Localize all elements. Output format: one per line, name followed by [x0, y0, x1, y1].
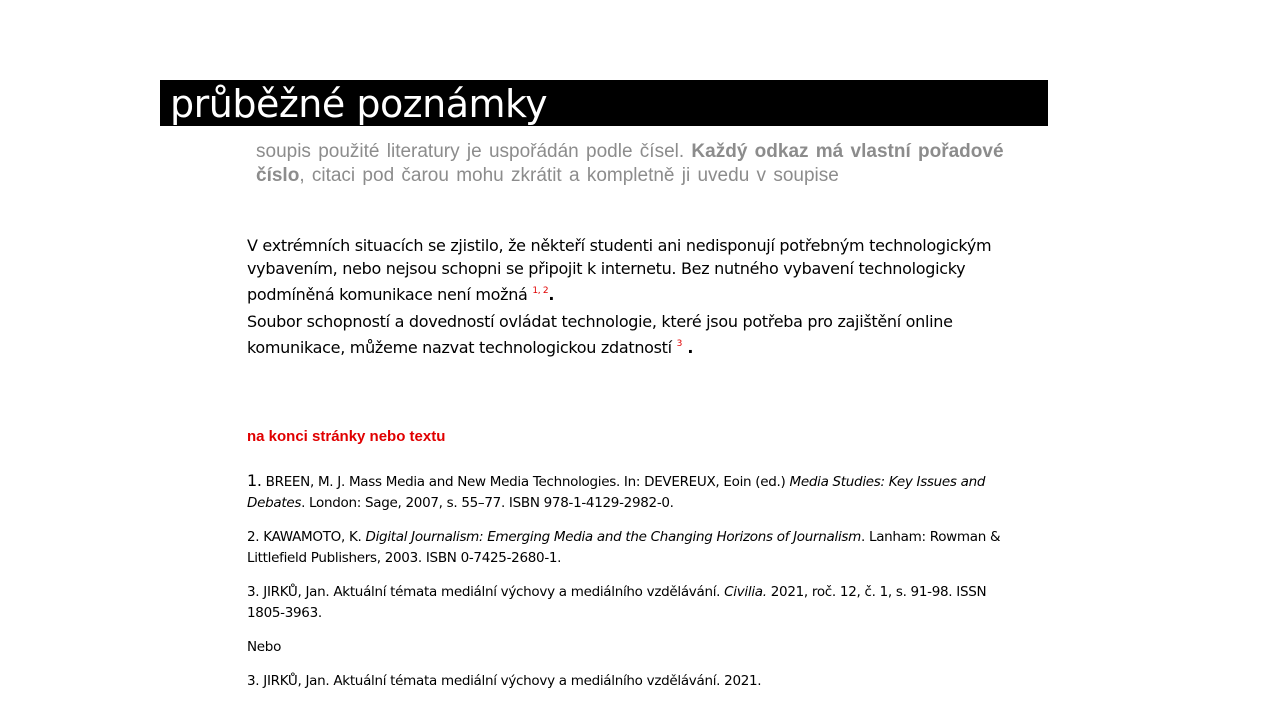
reference-3-text-b: 2021, roč. 12, č. 1, s. 91-98. ISSN 1805-3963. [247, 584, 987, 621]
or-label: Nebo [247, 639, 282, 655]
reference-3-text-a: 3. JIRKŮ, Jan. Aktuální témata mediální výchovy a mediálního vzdělávání. [247, 584, 725, 600]
subtitle [256, 140, 1016, 188]
reference-1-text-a: BREEN, M. J. Mass Media and New Media Technologies. In: DEVEREUX, Eoin (ed.) [261, 474, 790, 490]
paragraph-2-text: Soubor schopností a dovedností ovládat technologie, které jsou potřeba pro zajištění online komunikace, můžeme nazvat technologickou zdatností [247, 312, 953, 357]
reference-2-text-b: . Lanham: Rowman & Littlefield Publishers, 2003. ISBN 0-7425-2680-1. [247, 529, 1001, 566]
slide-title: průběžné poznámky [170, 82, 548, 126]
paragraph-1-text: V extrémních situacích se zjistilo, že někteří studenti ani nedisponují potřebným technologickým vybavením, nebo nejsou schopni se připojit k internetu. Bez nutného vybavení technologicky podmíněná komunikace není možná [247, 236, 992, 304]
red-heading: na konci stránky nebo textu [247, 428, 446, 445]
reference-3-italic: Civilia. [724, 584, 767, 600]
reference-1-italic: Media Studies: Key Issues and Debates [247, 474, 986, 511]
title-bar [160, 80, 1048, 126]
reference-2-italic: Digital Journalism: Emerging Media and the Changing Horizons of Journalism [365, 529, 861, 545]
body-text [247, 234, 1007, 363]
paragraph-2 [247, 310, 1007, 359]
reference-list [247, 470, 1027, 705]
paragraph-1-end: . [548, 285, 555, 304]
footnote-ref-3: 3 [676, 339, 683, 349]
reference-2-text-a: 2. KAWAMOTO, K. [247, 529, 366, 545]
reference-3-short: 3. JIRKŮ, Jan. Aktuální témata mediální výchovy a mediálního vzdělávání. 2021. [247, 673, 762, 689]
paragraph-2-end: . [682, 338, 694, 357]
reference-3 [247, 582, 1027, 624]
reference-1-number: 1. [247, 471, 262, 490]
subtitle-part2: , citaci pod čarou mohu zkrátit a kompletně ji uvedu v soupise [299, 165, 839, 186]
subtitle-bold: Každý odkaz má vlastní pořadové číslo [256, 141, 1004, 186]
reference-2 [247, 527, 1027, 569]
footnote-ref-1-2: 1, 2 [532, 286, 549, 296]
reference-1-text-b: . London: Sage, 2007, s. 55–77. ISBN 978-1-4129-2982-0. [301, 495, 674, 511]
reference-1 [247, 470, 1027, 514]
paragraph-1 [247, 234, 1007, 306]
subtitle-part1: soupis použité literatury je uspořádán podle čísel. [256, 141, 692, 162]
